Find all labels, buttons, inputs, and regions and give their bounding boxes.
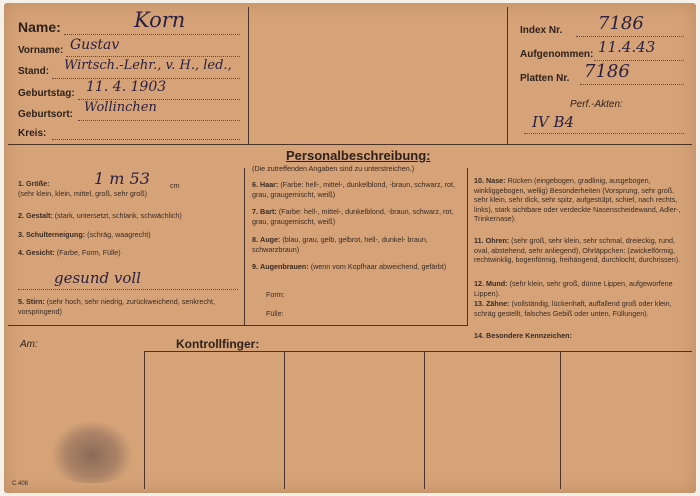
personal-subtitle: (Die zutreffenden Angaben sind zu unterstreichen.)	[252, 164, 415, 173]
divider-finger-top	[144, 351, 692, 352]
geburtsort-line	[78, 120, 240, 121]
item-gesicht: 4. Gesicht: (Farbe, Form, Fülle)	[18, 248, 121, 257]
item-ohren: 11. Ohren: (sehr groß, sehr klein, sehr schmal, dreieckig, rund, oval, abstehend, sehr anliegend), Ohrläppchen: (zwickelförmig, rechtwinklig, bogenförmig, freihängend, durchlocht, durchrissen).	[474, 236, 681, 265]
gesicht-value: gesund voll	[54, 269, 141, 287]
fuelle-label: Fülle:	[266, 309, 284, 318]
divider-personal-bottom	[8, 325, 468, 326]
kreis-label: Kreis:	[18, 128, 47, 139]
divider-header-left	[248, 7, 249, 145]
stand-label: Stand:	[18, 66, 50, 77]
platten-label: Platten Nr.	[520, 73, 570, 84]
divider-col1	[244, 168, 245, 326]
item-nase: 10. Nase: Rücken (eingebogen, gradlinig, ausgebogen, winkliggebogen, wellig) Besonderheiten (Vorsprung, sehr groß, sehr klein, sehr dick, sehr spitz, aufgestülpt, schief, nach rechts, links), stark sichtbare oder verdeckte Nasenscheidewand, Adler-, Trinkernase).	[474, 176, 681, 224]
item-bart: 7. Bart: (Farbe: hell-, mittel-, dunkelblond, -braun, schwarz, rot, grau, graugemischt, weiß)	[252, 207, 454, 226]
form-label: Form:	[266, 290, 285, 299]
personal-title: Personalbeschreibung:	[286, 148, 431, 163]
groesse-unit: cm	[170, 181, 180, 190]
platten-line	[580, 84, 684, 85]
am-label: Am:	[20, 339, 38, 350]
vorname-value: Gustav	[70, 37, 120, 53]
item-kennzeichen: 14. Besondere Kennzeichen:	[474, 331, 572, 340]
perf-akten-line	[524, 133, 684, 134]
name-line	[64, 34, 240, 35]
item-groesse: 1. Größe: (sehr klein, klein, mittel, groß, sehr groß)	[18, 179, 148, 198]
vorname-label: Vorname:	[18, 45, 64, 56]
index-label: Index Nr.	[520, 25, 563, 36]
index-line	[576, 36, 684, 37]
aufgenommen-value: 11.4.43	[598, 38, 656, 56]
geburtstag-label: Geburtstag:	[18, 88, 75, 99]
item-zaehne: 13. Zähne: (vollständig, lückenhaft, auffallend groß oder klein, schräg gestellt, falsches Gebiß oder unten, Füllungen).	[474, 299, 672, 318]
divider-finger-4	[560, 351, 561, 489]
divider-header-right	[507, 7, 508, 145]
name-value: Korn	[134, 8, 186, 32]
platten-value: 7186	[584, 61, 630, 82]
index-value: 7186	[598, 13, 644, 34]
item-mund: 12. Mund: (sehr klein, sehr groß, dünne Lippen, aufgeworfene Lippen).	[474, 279, 673, 298]
item-auge: 8. Auge: (blau, grau, gelb, gelbrot, hell-, dunkel- braun, schwarzbraun)	[252, 235, 428, 254]
divider-finger-3	[424, 351, 425, 489]
groesse-value: 1 m 53	[94, 169, 150, 188]
item-haar: 6. Haar: (Farbe: hell-, mittel-, dunkelblond, -braun, schwarz, rot, grau, graugemischt, weiß)	[252, 180, 455, 199]
name-label: Name:	[18, 19, 61, 35]
geburtsort-value: Wollinchen	[84, 100, 157, 115]
geburtsort-label: Geburtsort:	[18, 109, 73, 120]
perf-akten-value: IV B4	[532, 113, 575, 131]
print-code: C.408	[12, 481, 29, 487]
item-gestalt: 2. Gestalt: (stark, untersetzt, schlank, schwächlich)	[18, 211, 182, 220]
kontrollfinger-label: Kontrollfinger:	[176, 337, 260, 351]
vorname-line	[66, 56, 240, 57]
thumbprint-image	[52, 421, 132, 483]
divider-finger-2	[284, 351, 285, 489]
aufgenommen-label: Aufgenommen:	[520, 49, 594, 60]
divider-header-bottom	[8, 144, 692, 145]
divider-col2	[467, 168, 468, 326]
personnel-record-card	[4, 3, 696, 493]
stand-value: Wirtsch.-Lehr., v. H., led.,	[64, 58, 232, 73]
kreis-line	[52, 139, 240, 140]
perf-akten-label: Perf.-Akten:	[570, 99, 623, 110]
item-augenbrauen: 9. Augenbrauen: (wenn vom Kopfhaar abweichend, gefärbt)	[252, 262, 447, 271]
item-schulterneigung: 3. Schulterneigung: (schräg, waagrecht)	[18, 230, 151, 239]
geburtstag-value: 11. 4. 1903	[86, 79, 167, 95]
gesicht-line	[18, 289, 238, 290]
divider-finger-1	[144, 351, 145, 489]
item-stirn: 5. Stirn: (sehr hoch, sehr niedrig, zurückweichend, senkrecht, vorspringend)	[18, 297, 215, 316]
